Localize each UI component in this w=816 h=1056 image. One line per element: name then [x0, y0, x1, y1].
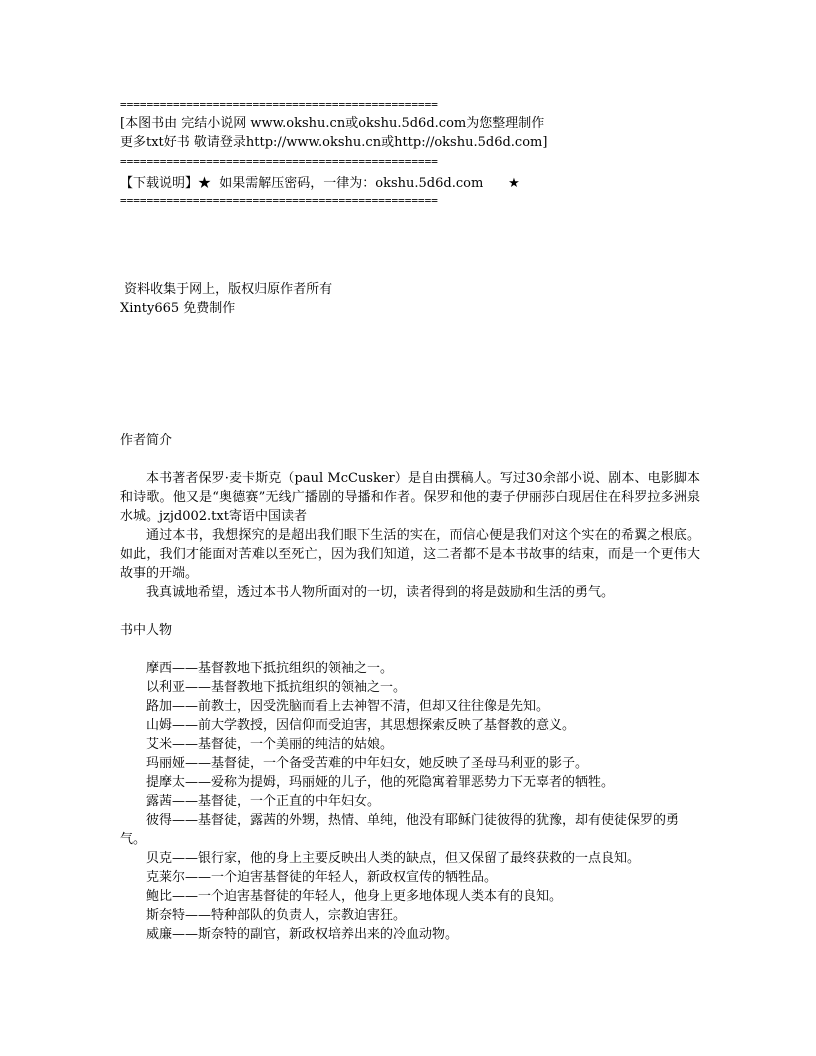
separator-line: ================================================: [120, 155, 438, 168]
separator-line: ================================================: [120, 194, 438, 207]
character-entry: 山姆——前大学教授，因信仰而受迫害，其思想探索反映了基督教的意义。: [146, 718, 576, 733]
credits-line-2: Xinty665 免费制作: [120, 301, 236, 316]
character-entry: 摩西——基督教地下抵抗组织的领袖之一。: [146, 661, 394, 676]
header-line-2: 更多txt好书 敬请登录http://www.okshu.cn或http://okshu.5d6d.com]: [120, 135, 548, 150]
separator-line: ================================================: [120, 98, 438, 111]
document-page: [120, 95, 700, 944]
character-entry: 露茜——基督徒，一个正直的中年妇女。: [146, 794, 381, 809]
header-line-1: [本图书由 完结小说网 www.okshu.cn或okshu.5d6d.com为您整理制作: [120, 116, 545, 131]
character-entry: 威廉——斯奈特的副官，新政权培养出来的冷血动物。: [146, 927, 459, 942]
character-entry: 路加——前教士，因受洗脑而看上去神智不清，但却又往往像是先知。: [146, 699, 550, 714]
character-entry: 艾米——基督徒，一个美丽的纯洁的姑娘。: [146, 737, 394, 752]
character-entry: 以利亚——基督教地下抵抗组织的领袖之一。: [146, 680, 407, 695]
character-entry: 彼得——基督徒，露茜的外甥，热情、单纯，他没有耶稣门徒彼得的犹豫，却有使徒保罗的勇气。: [120, 813, 680, 847]
character-entry: 提摩太——爱称为提姆，玛丽娅的儿子，他的死隐寓着罪恶势力下无辜者的牺牲。: [146, 775, 615, 790]
intro-paragraph-3: 我真诚地希望，透过本书人物所面对的一切，读者得到的将是鼓励和生活的勇气。: [146, 585, 615, 600]
intro-heading: 作者简介: [120, 433, 173, 448]
character-entry: 克莱尔——一个迫害基督徒的年轻人，新政权宣传的牺牲品。: [146, 870, 498, 885]
character-list: [120, 659, 700, 944]
intro-paragraph-1: 本书著者保罗·麦卡斯克（paul McCusker）是自由撰稿人。写过30余部小说、剧本、电影脚本和诗歌。他又是“奥德赛”无线广播剧的导播和作者。保罗和他的妻子伊丽莎白现居住在科罗拉多洲泉水城。jzjd002.txt寄语中国读者: [120, 471, 700, 524]
character-entry: 贝克——银行家，他的身上主要反映出人类的缺点，但又保留了最终获救的一点良知。: [146, 851, 641, 866]
download-note: 【下载说明】★ 如果需解压密码，一律为：okshu.5d6d.com ★: [120, 176, 520, 191]
character-entry: 斯奈特——特种部队的负责人，宗教迫害狂。: [146, 908, 407, 923]
character-entry: 鲍比——一个迫害基督徒的年轻人，他身上更多地体现人类本有的良知。: [146, 889, 563, 904]
intro-paragraph-2: 通过本书，我想探究的是超出我们眼下生活的实在，而信心便是我们对这个实在的希翼之根底。如此，我们才能面对苦难以至死亡，因为我们知道，这二者都不是本书故事的结束，而是一个更伟大故事的开端。: [120, 528, 700, 581]
credits-line-1: 资料收集于网上，版权归原作者所有: [120, 282, 333, 297]
characters-heading: 书中人物: [120, 623, 173, 638]
character-entry: 玛丽娅——基督徒，一个备受苦难的中年妇女，她反映了圣母马利亚的影子。: [146, 756, 589, 771]
